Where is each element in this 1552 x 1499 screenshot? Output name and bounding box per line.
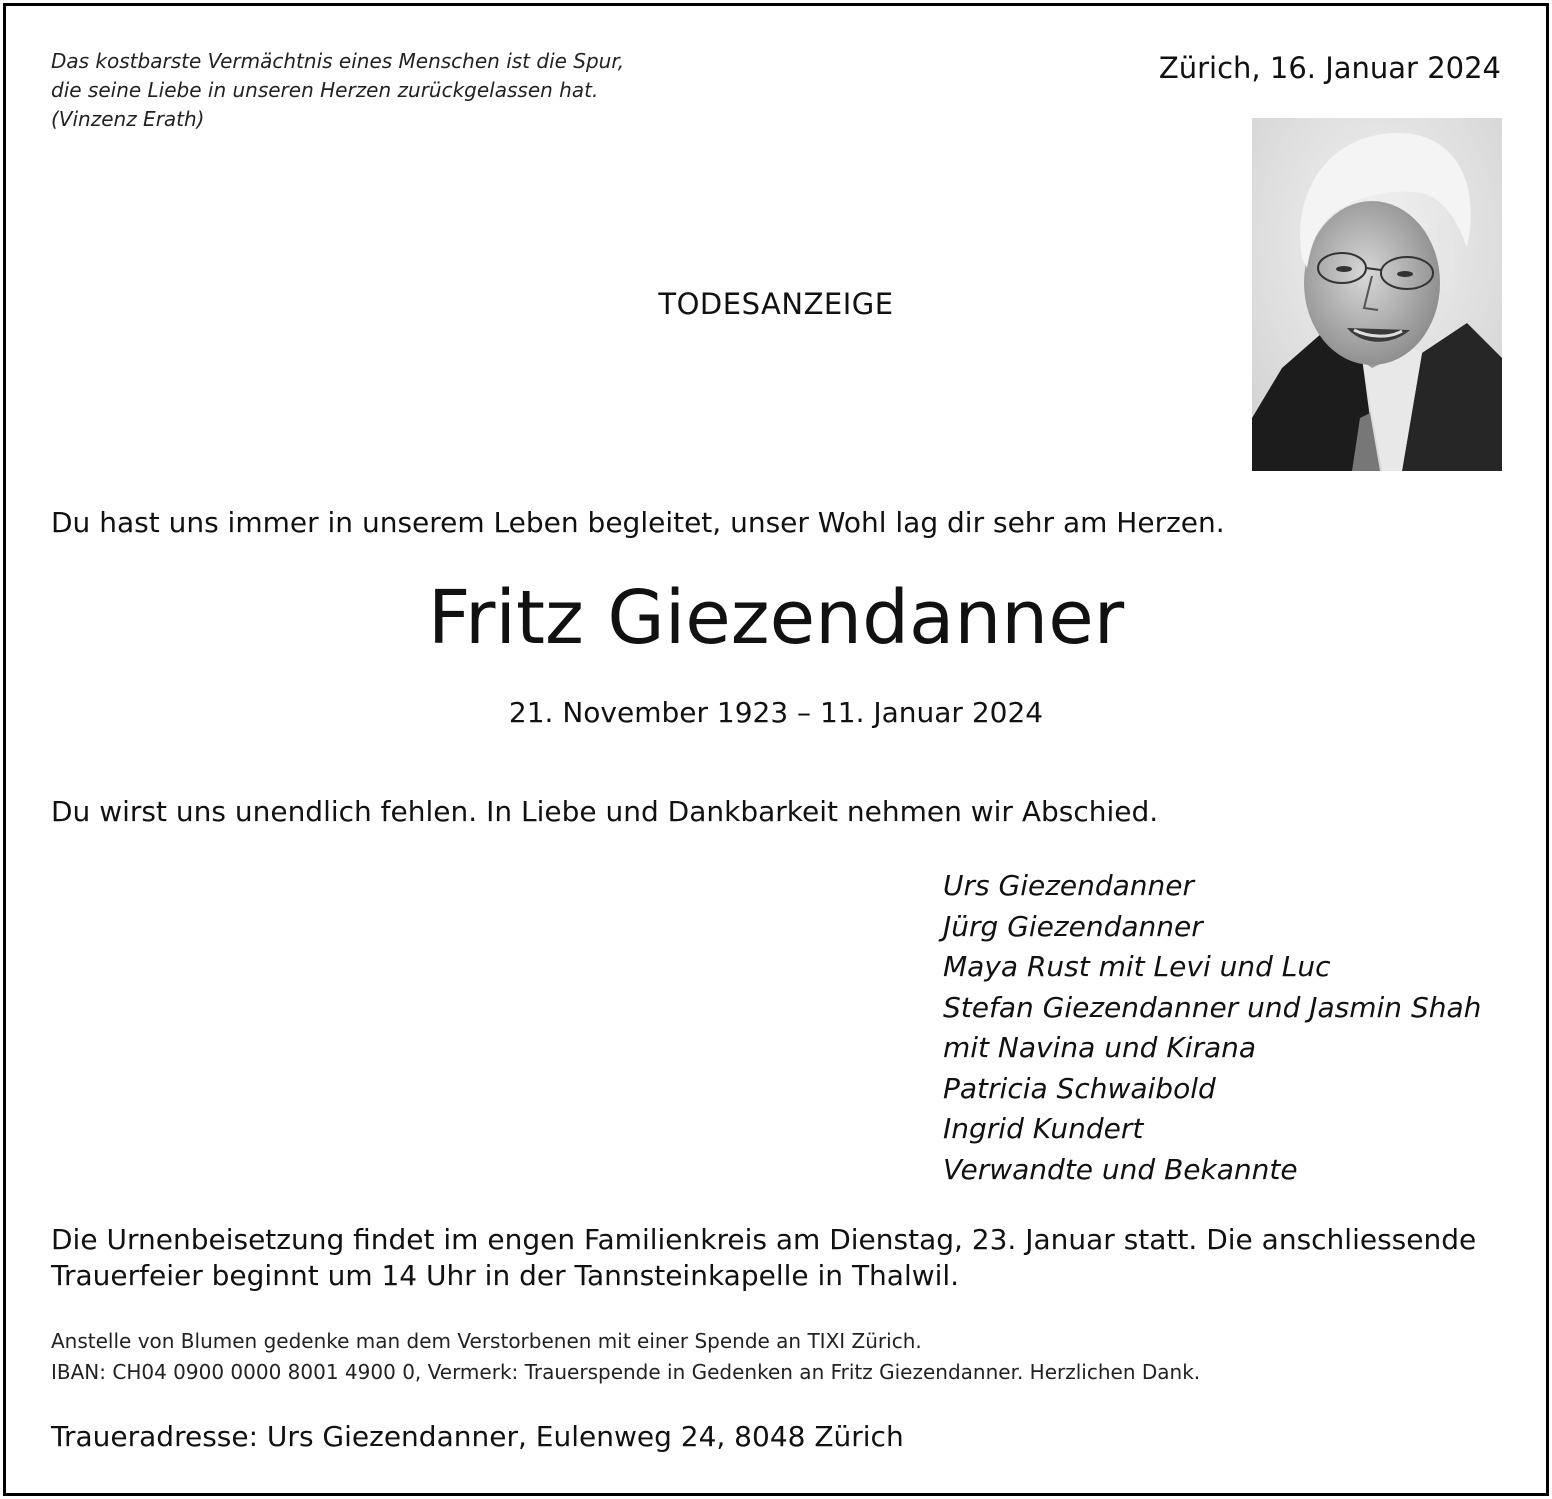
quote-author: (Vinzenz Erath) (51, 107, 205, 131)
quote-line: die seine Liebe in unseren Herzen zurückgelassen hat. (51, 78, 599, 102)
list-item: Urs Giezendanner (943, 869, 1195, 902)
farewell-text: Du wirst uns unendlich fehlen. In Liebe und Dankbarkeit nehmen wir Abschied. (51, 795, 1159, 828)
ceremony-line: Die Urnenbeisetzung findet im engen Familienkreis am Dienstag, 23. Januar statt. Die anschliessende (51, 1223, 1477, 1256)
list-item: mit Navina und Kirana (943, 1031, 1257, 1064)
deceased-name: Fritz Giezendanner (427, 575, 1125, 661)
list-item: Jürg Giezendanner (943, 909, 1203, 943)
memorial-quote (51, 47, 624, 134)
donation-line: Anstelle von Blumen gedenke man dem Verstorbenen mit einer Spende an TIXI Zürich. (51, 1329, 922, 1353)
donation-line: IBAN: CH04 0900 0000 8001 4900 0, Vermerk: Trauerspende in Gedenken an Fritz Giezendanner. Herzlichen Dank. (51, 1360, 1201, 1384)
ceremony-line: Trauerfeier beginnt um 14 Uhr in der Tannsteinkapelle in Thalwil. (51, 1259, 960, 1292)
place-date: Zürich, 16. Januar 2024 (1158, 51, 1501, 85)
quote-line: Das kostbarste Vermächtnis eines Menschen ist die Spur, (51, 49, 625, 73)
mourners-list (943, 866, 1481, 1190)
list-item: Stefan Giezendanner und Jasmin Shah (943, 990, 1482, 1024)
list-item: Ingrid Kundert (943, 1112, 1144, 1145)
page-title: TODESANZEIGE (658, 287, 894, 321)
donation-info (51, 1326, 1200, 1388)
list-item: Patricia Schwaibold (943, 1071, 1216, 1105)
list-item: Maya Rust mit Levi und Luc (943, 950, 1331, 983)
mourning-address: Traueradresse: Urs Giezendanner, Eulenweg 24, 8048 Zürich (51, 1420, 904, 1453)
ceremony-info (51, 1222, 1476, 1294)
life-dates: 21. November 1923 – 11. Januar 2024 (508, 696, 1044, 729)
list-item: Verwandte und Bekannte (943, 1152, 1298, 1186)
intro-text: Du hast uns immer in unserem Leben begleitet, unser Wohl lag dir sehr am Herzen. (51, 506, 1225, 539)
